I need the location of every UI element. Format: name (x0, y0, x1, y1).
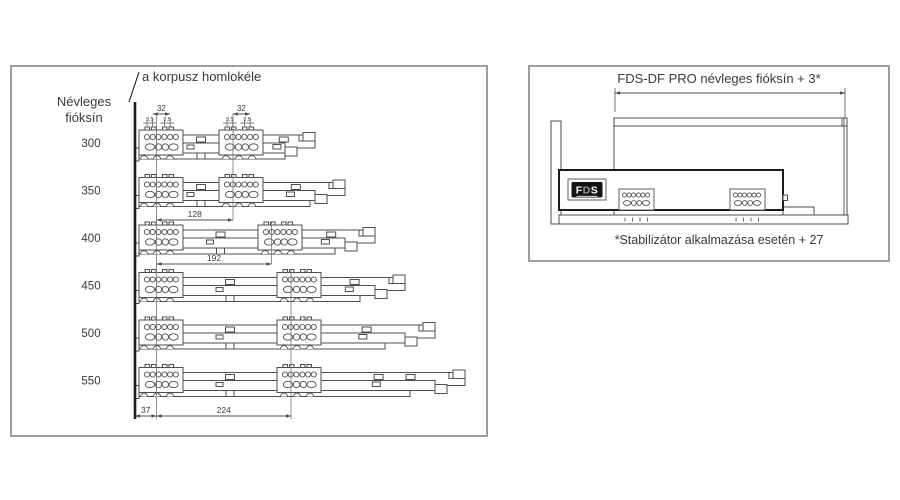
dimension-9-5: 9,5 (225, 117, 234, 123)
right-diagram-panel (528, 65, 890, 262)
left-diagram-panel (10, 65, 488, 437)
rail-arch (167, 298, 174, 302)
size-label-500: 500 (81, 328, 101, 340)
dimension-128-label: 128 (187, 208, 202, 219)
rail-arch (281, 393, 288, 397)
slide-nub (783, 195, 788, 201)
rail-arch (154, 156, 161, 160)
mounting-bracket (277, 270, 321, 298)
rail-arch (141, 203, 148, 207)
rail-arch (141, 346, 148, 349)
stabilizer-note: *Stabilizátor alkalmazása esetén + 27 (614, 233, 824, 247)
dimension-128 (157, 209, 234, 222)
rail-arch (281, 346, 288, 349)
rail-arch (154, 251, 161, 255)
dimension-224 (157, 405, 292, 418)
rail-arch (167, 156, 174, 160)
rail-arch (294, 346, 301, 349)
rail-arch (141, 156, 148, 160)
rail-arch (167, 393, 174, 397)
size-label-450: 450 (81, 280, 101, 293)
mounting-bracket (139, 222, 183, 250)
mounting-bracket (277, 365, 321, 393)
mounting-bracket (139, 317, 183, 345)
rail-arch (307, 393, 314, 397)
rail-arch (141, 251, 148, 255)
mounting-bracket (219, 175, 263, 203)
bottom-rail (559, 215, 848, 224)
dimension-32-label: 32 (156, 103, 166, 113)
dimension-total-length (615, 91, 845, 94)
slide-lengths-drawing (12, 67, 486, 435)
mounting-bracket (139, 365, 183, 393)
dimension-9-5: 9,5 (163, 117, 172, 123)
dimension-32 (153, 104, 170, 116)
size-label-350: 350 (81, 185, 101, 198)
fds-logo (568, 179, 606, 200)
dimension-192-label: 192 (206, 252, 222, 263)
mounting-bracket (139, 175, 183, 203)
dimension-192 (157, 253, 272, 266)
rail-step (783, 207, 814, 215)
rail-arch (262, 251, 269, 255)
rail-arch (154, 346, 161, 349)
dimension-32 (233, 104, 250, 116)
dimension-32-label: 32 (236, 103, 246, 113)
rail-arch (236, 156, 243, 160)
dimension-224-label: 224 (216, 404, 231, 415)
rail-arch (167, 251, 174, 255)
slide-row-550 (81, 365, 465, 399)
corpus-front-edge-label: a korpusz homlokéle (142, 69, 262, 84)
dimension-total-length (615, 88, 845, 118)
rail-arch (307, 346, 314, 349)
slide-side-view-drawing (530, 67, 888, 260)
dimension-9-5: 9,5 (145, 117, 154, 123)
rail-arch (141, 393, 148, 397)
dimension-37 (135, 405, 157, 418)
dimension-9-5: 9,5 (243, 117, 252, 123)
slide-dimension-title: FDS-DF PRO névleges fióksín + 3* (617, 71, 821, 86)
mounting-bracket (258, 222, 302, 250)
nominal-slide-label: Névleges fióksín (56, 94, 112, 126)
rail-arch (154, 203, 161, 207)
hole-pattern-dimensions (143, 104, 174, 127)
mounting-bracket (219, 127, 263, 155)
slide-row-450 (81, 270, 405, 304)
mounting-hole-group (619, 189, 654, 210)
mounting-hole-group (730, 189, 765, 210)
rail-arch (294, 298, 301, 302)
rail-arch (294, 393, 301, 397)
size-label-400: 400 (81, 233, 101, 245)
rail-arch (249, 156, 256, 160)
size-label-300: 300 (81, 138, 101, 150)
rail-arch (288, 251, 295, 255)
rail-arch (236, 203, 243, 207)
hole-pattern-dimensions (223, 104, 254, 127)
fds-logo-text: FDS (575, 184, 599, 197)
rail-arch (223, 203, 230, 207)
dimension-37-label: 37 (141, 404, 151, 415)
rail-arch (307, 298, 314, 302)
rail-arch (154, 298, 161, 302)
slide-row-350 (81, 175, 345, 209)
mounting-bracket (277, 317, 321, 345)
rail-arch (275, 251, 282, 255)
size-label-550: 550 (81, 375, 101, 388)
rail-arch (167, 203, 174, 207)
mounting-bracket (139, 127, 183, 155)
rail-arch (167, 346, 174, 349)
slide-row-300 (81, 127, 315, 161)
rail-arch (154, 393, 161, 397)
rail-arch (141, 298, 148, 302)
rail-arch (281, 298, 288, 302)
rail-arch (249, 203, 256, 207)
mounting-bracket (139, 270, 183, 298)
rail-arch (223, 156, 230, 160)
slide-row-400 (81, 222, 375, 256)
